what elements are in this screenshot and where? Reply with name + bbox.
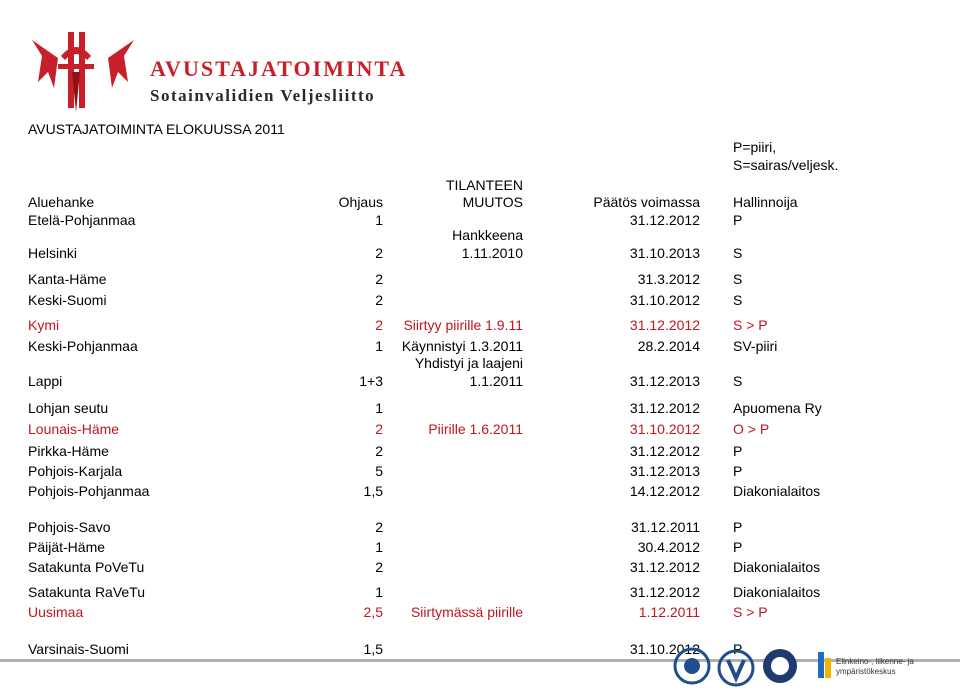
header-tilanteen: TILANTEEN — [445, 177, 523, 193]
row-hallinnoija: P — [733, 641, 743, 657]
row-ohjaus: 1 — [375, 212, 383, 228]
row-area: Lounais-Häme — [28, 421, 120, 437]
row-ohjaus: 2 — [375, 421, 383, 437]
row-muutos: Siirtymässä piirille — [410, 604, 523, 620]
row-hallinnoija: P — [733, 212, 743, 228]
row-area: Varsinais-Suomi — [28, 641, 129, 657]
ely-centre-logo-icon — [818, 652, 831, 678]
row-ohjaus: 2 — [375, 245, 383, 261]
hallinnoija-note-1: P=piiri, — [733, 139, 777, 155]
row-area: Satakunta PoVeTu — [28, 559, 145, 575]
row-hallinnoija: Diakonialaitos — [733, 559, 821, 575]
partner-logo-3-icon — [763, 649, 797, 683]
row-paatos: 31.12.2013 — [629, 463, 700, 479]
partner-logo-1-icon — [675, 649, 709, 683]
row-paatos: 31.10.2013 — [629, 245, 700, 261]
row-paatos: 1.12.2011 — [638, 604, 700, 620]
hallinnoija-note-2: S=sairas/veljesk. — [733, 157, 839, 173]
row-area: Kanta-Häme — [28, 271, 107, 287]
row-ohjaus: 2 — [375, 519, 383, 535]
row-paatos: 31.3.2012 — [637, 271, 700, 287]
row-ohjaus: 2 — [375, 443, 383, 459]
brand-title: AVUSTAJATOIMINTA — [150, 56, 408, 81]
row-paatos: 31.10.2012 — [629, 421, 700, 437]
row-area: Lappi — [28, 373, 63, 389]
row-area: Satakunta RaVeTu — [28, 584, 146, 600]
row-paatos: 31.12.2012 — [629, 584, 700, 600]
sotainvalidien-logo-icon — [28, 28, 138, 114]
row-area: Helsinki — [28, 245, 78, 261]
row-area: Keski-Suomi — [28, 292, 107, 308]
brand-subtitle: Sotainvalidien Veljesliitto — [150, 86, 376, 105]
row-hallinnoija: O > P — [733, 421, 770, 437]
row-hallinnoija: S — [733, 373, 743, 389]
row-ohjaus: 2 — [375, 317, 383, 333]
row-hallinnoija: SV-piiri — [733, 338, 778, 354]
row-muutos: Käynnistyi 1.3.2011 — [401, 338, 523, 354]
row-area: Kymi — [28, 317, 60, 333]
row-ohjaus: 2,5 — [363, 604, 383, 620]
row-hallinnoija: Diakonialaitos — [733, 584, 821, 600]
row-ohjaus: 1 — [375, 584, 383, 600]
row-hallinnoija: S — [733, 292, 743, 308]
row-hallinnoija: Apuomena Ry — [733, 400, 822, 416]
header-ohjaus: Ohjaus — [338, 194, 383, 210]
row-muutos-date: 1.1.2011 — [469, 373, 523, 389]
header-paatos: Päätös voimassa — [593, 194, 700, 210]
row-paatos: 31.10.2012 — [629, 641, 700, 657]
row-paatos: 14.12.2012 — [629, 483, 700, 499]
row-hallinnoija: S > P — [733, 317, 768, 333]
row-ohjaus: 1 — [375, 539, 383, 555]
row-hallinnoija: S — [733, 245, 743, 261]
row-paatos: 31.12.2011 — [630, 519, 700, 535]
header-aluehanke: Aluehanke — [28, 194, 95, 210]
row-ohjaus: 1 — [375, 338, 383, 354]
row-hallinnoija: S — [733, 271, 743, 287]
row-paatos: 31.12.2012 — [629, 400, 700, 416]
row-paatos: 31.12.2012 — [629, 212, 700, 228]
row-paatos: 31.12.2012 — [629, 317, 700, 333]
row-ohjaus: 5 — [375, 463, 383, 479]
footer-logos — [670, 646, 930, 690]
row-paatos: 31.12.2013 — [629, 373, 700, 389]
row-paatos: 31.10.2012 — [629, 292, 700, 308]
row-muutos: Hankkeena — [452, 227, 523, 243]
row-area: Pirkka-Häme — [28, 443, 109, 459]
row-area: Pohjois-Savo — [28, 519, 111, 535]
row-area: Etelä-Pohjanmaa — [28, 212, 136, 228]
ely-text-2: ympäristökeskus — [836, 667, 896, 676]
row-paatos: 28.2.2014 — [637, 338, 700, 354]
row-ohjaus: 2 — [375, 271, 383, 287]
row-area: Päijät-Häme — [28, 539, 106, 555]
row-ohjaus: 2 — [375, 559, 383, 575]
row-ohjaus: 2 — [375, 292, 383, 308]
row-ohjaus: 1,5 — [363, 641, 383, 657]
row-area: Pohjois-Karjala — [28, 463, 123, 479]
row-hallinnoija: S > P — [733, 604, 768, 620]
row-paatos: 30.4.2012 — [637, 539, 700, 555]
header-muutos: MUUTOS — [462, 194, 523, 210]
row-ohjaus: 1 — [375, 400, 383, 416]
row-muutos: Yhdistyi ja laajeni — [414, 355, 523, 371]
partner-logo-2-icon — [719, 651, 753, 685]
row-ohjaus: 1+3 — [359, 373, 383, 389]
row-area: Pohjois-Pohjanmaa — [28, 483, 150, 499]
row-hallinnoija: P — [733, 519, 743, 535]
document-title: AVUSTAJATOIMINTA ELOKUUSSA 2011 — [28, 121, 285, 137]
row-hallinnoija: P — [733, 443, 743, 459]
row-paatos: 31.12.2012 — [629, 443, 700, 459]
row-paatos: 31.12.2012 — [629, 559, 700, 575]
row-ohjaus: 1,5 — [363, 483, 383, 499]
row-hallinnoija: P — [733, 539, 743, 555]
ely-text-1: Elinkeino-, liikenne- ja — [836, 657, 914, 666]
row-muutos-date: 1.11.2010 — [461, 245, 523, 261]
row-area: Keski-Pohjanmaa — [28, 338, 138, 354]
row-muutos: Piirille 1.6.2011 — [428, 421, 523, 437]
header-hallinnoija: Hallinnoija — [733, 194, 798, 210]
row-hallinnoija: Diakonialaitos — [733, 483, 821, 499]
row-muutos: Siirtyy piirille 1.9.11 — [403, 317, 523, 333]
row-area: Uusimaa — [28, 604, 84, 620]
row-area: Lohjan seutu — [28, 400, 109, 416]
row-hallinnoija: P — [733, 463, 743, 479]
